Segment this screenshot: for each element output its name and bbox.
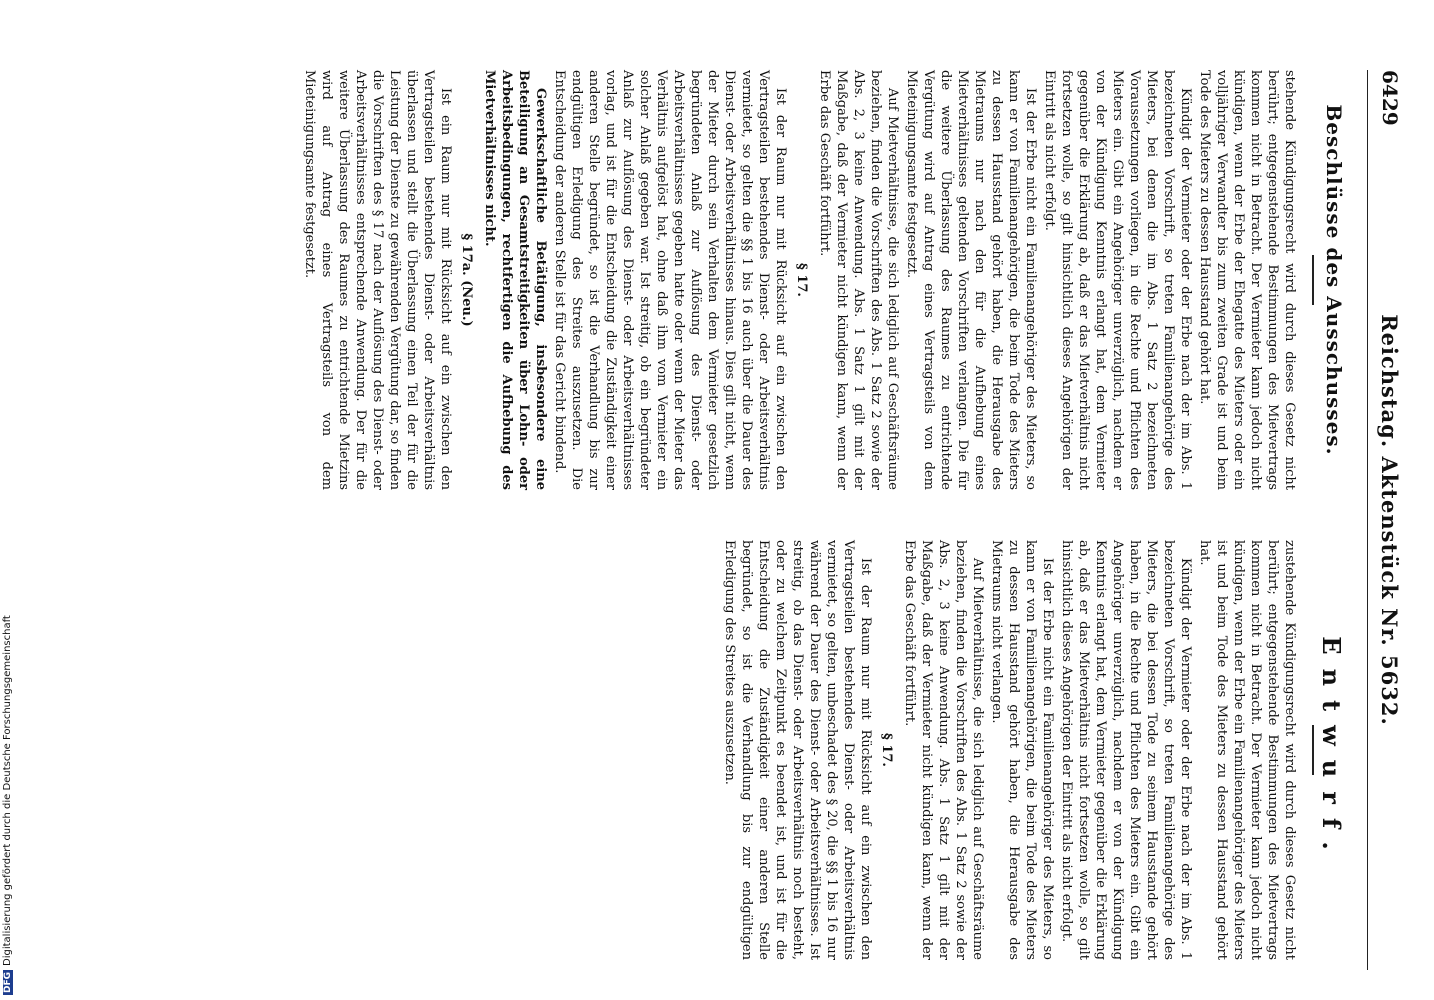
right-title-rule [1312,725,1314,775]
left-paragraph: Ist der Erbe nicht ein Familienangehöriger des Mieters, so kann er von Familienangehörigen, die beim Tode des Mieters zu dessen Hausstand gehört haben, die Herausgabe des Mietraums nur nach den für die Aufhebung eines Mietverhältnisses geltenden Vorschriften verlangen. Die für die weitere Überlassung des Raumes zu entrichtende Vergütung wird auf Antrag eines Vertragsteils von dem Mieteinigungsamte festgesetzt. [904,70,1038,490]
page-header-title: Reichstag. Aktenstück Nr. 5632. [1377,314,1402,726]
left-paragraph: stehende Kündigungsrecht wird durch dieses Gesetz nicht berührt; entgegenstehende Bestimmungen des Mietvertrags kommen nicht in Betracht. Der Vermieter kann jedoch nicht kündigen, wenn der Erbe der Ehegatte des Mieters oder ein volljähriger Verwandter bis zum zweiten Grade ist und beim Tode des Mieters zu dessen Hausstand gehört hat. [1197,70,1297,490]
right-paragraph: Ist der Erbe nicht ein Familienangehöriger des Mieters, so kann er von Familienangehörigen, die beim Tode des Mieters zu dessen Hausstand gehört haben, die Herausgabe des Mietraums nicht verlangen. [989,540,1055,960]
left-section-17-heading: § 17. [794,263,809,297]
left-section-17-paragraph: Ist der Raum nur mit Rücksicht auf ein zwischen den Vertragsteilen bestehendes Dienst- oder Arbeitsverhältnis vermietet, so gelten die §§ 1 bis 16 auch über die Dauer des Dienst- oder Arbeitsverhältnisses hinaus. Dies gilt nicht, wenn der Mieter durch sein Verhalten dem Vermieter gesetzlich begründeten Anlaß zur Auflösung des Dienst- oder Arbeitsverhältnisses gegeben hatte oder wenn der Mieter das Verhältnis aufgelöst hat, ohne daß ihm vom Vermieter ein solcher Anlaß gegeben war. Ist streitig, ob ein begründeter Anlaß zur Auflösung des Dienst- oder Arbeitsverhältnisses vorlag, und ist für die Entscheidung die Zuständigkeit einer anderen Stelle begründet, so ist die Verhandlung bis zur endgültigen Erledigung des Streites auszusetzen. Die Entscheidung der anderen Stelle ist für das Gericht bindend. [552,70,788,490]
right-column [719,540,1298,960]
right-paragraph: zustehende Kündigungsrecht wird durch dieses Gesetz nicht berührt; entgegenstehende Bestimmungen des Mietvertrags kommen nicht in Betracht. Der Vermieter kann jedoch nicht kündigen, wenn der Erbe ein Familienangehöriger des Mieters ist und beim Tode des Mieters zu dessen Hausstand gehört hat. [1197,540,1297,960]
left-paragraph: Auf Mietverhältnisse, die sich lediglich auf Geschäftsräume beziehen, finden die Vorschriften des Abs. 1 Satz 2 sowie der Abs. 2, 3 keine Anwendung. Abs. 1 Satz 1 gilt mit der Maßgabe, daß der Vermieter nicht kündigen kann, wenn der Erbe das Geschäft fortführt. [817,70,900,490]
left-section-17a-heading: § 17a. (Neu.) [459,233,474,327]
right-paragraph: Auf Mietverhältnisse, die sich lediglich auf Geschäftsräume beziehen, finden die Vorschriften des Abs. 1 Satz 2 sowie der Abs. 2, 3 keine Anwendung. Abs. 1 Satz 1 gilt mit der Maßgabe, daß der Vermieter nicht kündigen kann, wenn der Erbe das Geschäft fortführt. [902,540,985,960]
page-header [1366,70,1402,970]
digitization-credit-text: Digitalisierung gefördert durch die Deutsche Forschungsgemeinschaft [2,615,13,966]
right-section-17-paragraph: Ist der Raum nur mit Rücksicht auf ein zwischen den Vertragsteilen bestehendes Dienst- oder Arbeitsverhältnis vermietet, so gelten, unbeschadet des § 20, die §§ 1 bis 16 nur während der Dauer des Dienst- oder Arbeitsverhältnisses. Ist streitig, ob das Dienst- oder Arbeitsverhältnis noch besteht, oder zu welchem Zeitpunkt es beendet ist, und ist für die Entscheidung die Zuständigkeit einer anderen Stelle begründet, so ist die Verhandlung bis zur endgültigen Erledigung des Streites auszusetzen. [722,540,873,960]
dfg-logo: DFG [3,971,13,993]
left-column [299,70,1298,490]
right-paragraph: Kündigt der Vermieter oder der Erbe nach der im Abs. 1 bezeichneten Vorschrift, so treten Familienangehörige des Mieters, die bei dessen Tode zu seinem Hausstande gehört haben, in die Rechte und Pflichten des Mieters ein. Gibt ein Angehöriger unverzüglich, nachdem er von der Kündigung Kenntnis erlangt hat, dem Vermieter gegenüber die Erklärung ab, daß er das Mietverhältnis nicht fortsetzen wolle, so gilt hinsichtlich dieses Angehörigen der Eintritt als nicht erfolgt. [1059,540,1193,960]
left-column-title: Beschlüsse des Ausschusses. [1322,104,1346,456]
right-column-title: Entwurf. [1317,636,1346,864]
left-section-17-paragraph: Gewerkschaftliche Betätigung, insbesondere eine Beteiligung an Gesamtstreitigkeiten über Lohn- oder Arbeitsbedingungen, rechtfertigen die Aufhebung des Mietverhältnisses nicht. [482,70,548,490]
rotated-document-page [152,70,1402,970]
digitization-credit [2,615,13,995]
page-number: 6429 [1378,70,1402,126]
right-section-17-heading: § 17. [879,733,894,767]
left-paragraph: Kündigt der Vermieter oder der Erbe nach der im Abs. 1 bezeichneten Vorschrift, so treten Familienangehörige des Mieters, bei denen die im Abs. 1 Satz 2 bezeichneten Voraussetzungen vorliegen, in die Rechte und Pflichten des Mieters ein. Gibt ein Angehöriger unverzüglich, nachdem er von der Kündigung Kenntnis erlangt hat, dem Vermieter gegenüber die Erklärung ab, daß er das Mietverhältnis nicht fortsetzen wolle, so gilt hinsichtlich dieses Angehörigen der Eintritt als nicht erfolgt. [1042,70,1193,490]
left-title-rule [1312,255,1314,305]
left-section-17a-paragraph: Ist ein Raum nur mit Rücksicht auf ein zwischen den Vertragsteilen bestehendes Dienst- oder Arbeitsverhältnis überlassen und stellt die Überlassung einen Teil der für die Leistung der Dienste zu gewährenden Vergütung dar, so finden die Vorschriften des § 17 nach der Auflösung des Dienst- oder Arbeitsverhältnisses entsprechende Anwendung. Der für die weitere Überlassung des Raumes zu entrichtende Mietzins wird auf Antrag eines Vertragsteils von dem Mieteinigungsamte festgesetzt. [302,70,453,490]
header-rule [1367,70,1368,970]
